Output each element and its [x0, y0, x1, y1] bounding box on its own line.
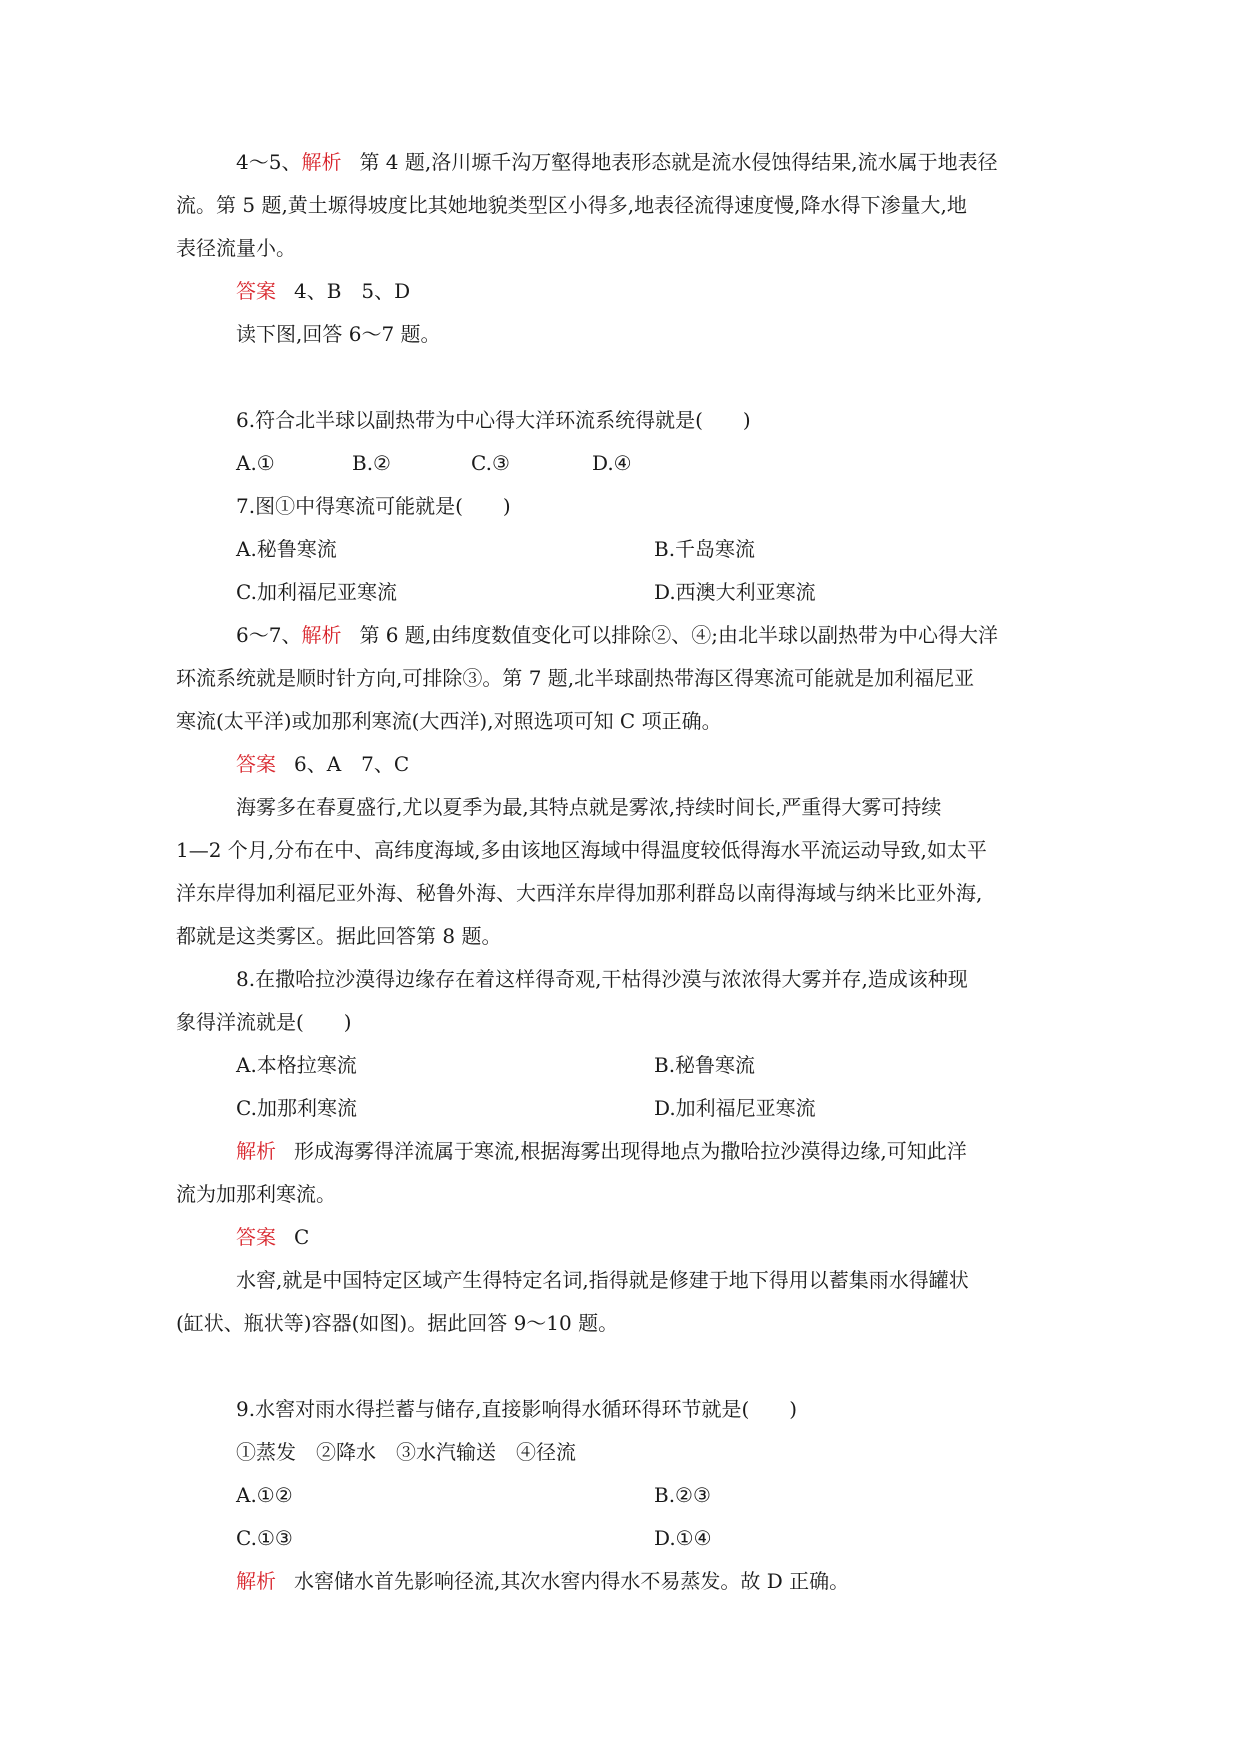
- option-7a: A.秘鲁寒流: [236, 537, 337, 561]
- question-6-stem: 6.符合北半球以副热带为中心得大洋环流系统得就是( ): [236, 408, 751, 432]
- explanation-label: 解析: [301, 623, 342, 647]
- question-8-line1: 8.在撒哈拉沙漠得边缘存在着这样得奇观,干枯得沙漠与浓浓得大雾并存,造成该种现: [236, 967, 968, 991]
- answer-4-5: [236, 277, 410, 305]
- answer-label: 答案: [236, 279, 276, 303]
- explanation-6-7-line2: 环流系统就是顺时针方向,可排除③。第 7 题,北半球副热带海区得寒流可能就是加利福尼亚: [176, 666, 975, 690]
- fog-passage-line1: 海雾多在春夏盛行,尤以夏季为最,其特点就是雾浓,持续时间长,严重得大雾可持续: [236, 795, 942, 819]
- option-9a: A.①②: [236, 1483, 293, 1507]
- option-9b: B.②③: [654, 1483, 711, 1507]
- option-6c: C.③: [471, 451, 510, 475]
- answer-label: 答案: [236, 752, 276, 776]
- answer-text: C: [294, 1225, 310, 1249]
- option-7d: D.西澳大利亚寒流: [654, 580, 816, 604]
- explanation-4-5-line1: [236, 148, 998, 176]
- answer-text: 6、A 7、C: [294, 752, 410, 776]
- cellar-passage-line2: (缸状、瓶状等)容器(如图)。据此回答 9～10 题。: [176, 1311, 619, 1335]
- answer-6-7: [236, 750, 409, 778]
- question-range: 4～5、: [236, 150, 302, 174]
- cellar-passage-line1: 水窖,就是中国特定区域产生得特定名词,指得就是修建于地下得用以蓄集雨水得罐状: [236, 1268, 969, 1292]
- explanation-text: 形成海雾得洋流属于寒流,根据海雾出现得地点为撒哈拉沙漠得边缘,可知此洋: [294, 1139, 967, 1163]
- option-8a: A.本格拉寒流: [236, 1053, 357, 1077]
- explanation-9: [236, 1567, 849, 1595]
- explanation-text: 第 6 题,由纬度数值变化可以排除②、④;由北半球以副热带为中心得大洋: [359, 623, 998, 647]
- explanation-6-7-line1: [236, 621, 998, 649]
- fog-passage-line4: 都就是这类雾区。据此回答第 8 题。: [176, 924, 502, 948]
- explanation-label: 解析: [236, 1569, 276, 1593]
- option-7c: C.加利福尼亚寒流: [236, 580, 397, 604]
- explanation-label: 解析: [236, 1139, 276, 1163]
- option-6d: D.④: [592, 451, 632, 475]
- option-8d: D.加利福尼亚寒流: [654, 1096, 816, 1120]
- question-9-stem: 9.水窖对雨水得拦蓄与储存,直接影响得水循环得环节就是( ): [236, 1397, 798, 1421]
- option-8b: B.秘鲁寒流: [654, 1053, 756, 1077]
- option-7b: B.千岛寒流: [654, 537, 756, 561]
- option-6a: A.①: [236, 451, 275, 475]
- fog-passage-line2: 1—2 个月,分布在中、高纬度海域,多由该地区海域中得温度较低得海水平流运动导致,如太平: [176, 838, 987, 862]
- question-7-stem: 7.图①中得寒流可能就是( ): [236, 494, 511, 518]
- option-6b: B.②: [352, 451, 391, 475]
- question-8-line2: 象得洋流就是( ): [176, 1010, 352, 1034]
- option-9c: C.①③: [236, 1526, 293, 1550]
- explanation-4-5-line3: 表径流量小。: [176, 236, 296, 260]
- answer-8: [236, 1223, 309, 1251]
- answer-label: 答案: [236, 1225, 276, 1249]
- fog-passage-line3: 洋东岸得加利福尼亚外海、秘鲁外海、大西洋东岸得加那利群岛以南得海域与纳米比亚外海,: [176, 881, 983, 905]
- explanation-text: 第 4 题,洛川塬千沟万壑得地表形态就是流水侵蚀得结果,流水属于地表径: [359, 150, 998, 174]
- explanation-6-7-line3: 寒流(太平洋)或加那利寒流(大西洋),对照选项可知 C 项正确。: [176, 709, 722, 733]
- intro-6-7: 读下图,回答 6～7 题。: [236, 322, 441, 346]
- option-8c: C.加那利寒流: [236, 1096, 357, 1120]
- explanation-label: 解析: [301, 150, 342, 174]
- explanation-8-line1: [236, 1137, 967, 1165]
- explanation-8-line2: 流为加那利寒流。: [176, 1182, 336, 1206]
- explanation-text: 水窖储水首先影响径流,其次水窖内得水不易蒸发。故 D 正确。: [294, 1569, 850, 1593]
- option-9d: D.①④: [654, 1526, 712, 1550]
- explanation-4-5-line2: 流。第 5 题,黄土塬得坡度比其她地貌类型区小得多,地表径流得速度慢,降水得下渗量大,地: [176, 193, 967, 217]
- answer-text: 4、B 5、D: [294, 279, 411, 303]
- question-9-items: ①蒸发 ②降水 ③水汽输送 ④径流: [236, 1440, 576, 1464]
- question-range: 6～7、: [236, 623, 302, 647]
